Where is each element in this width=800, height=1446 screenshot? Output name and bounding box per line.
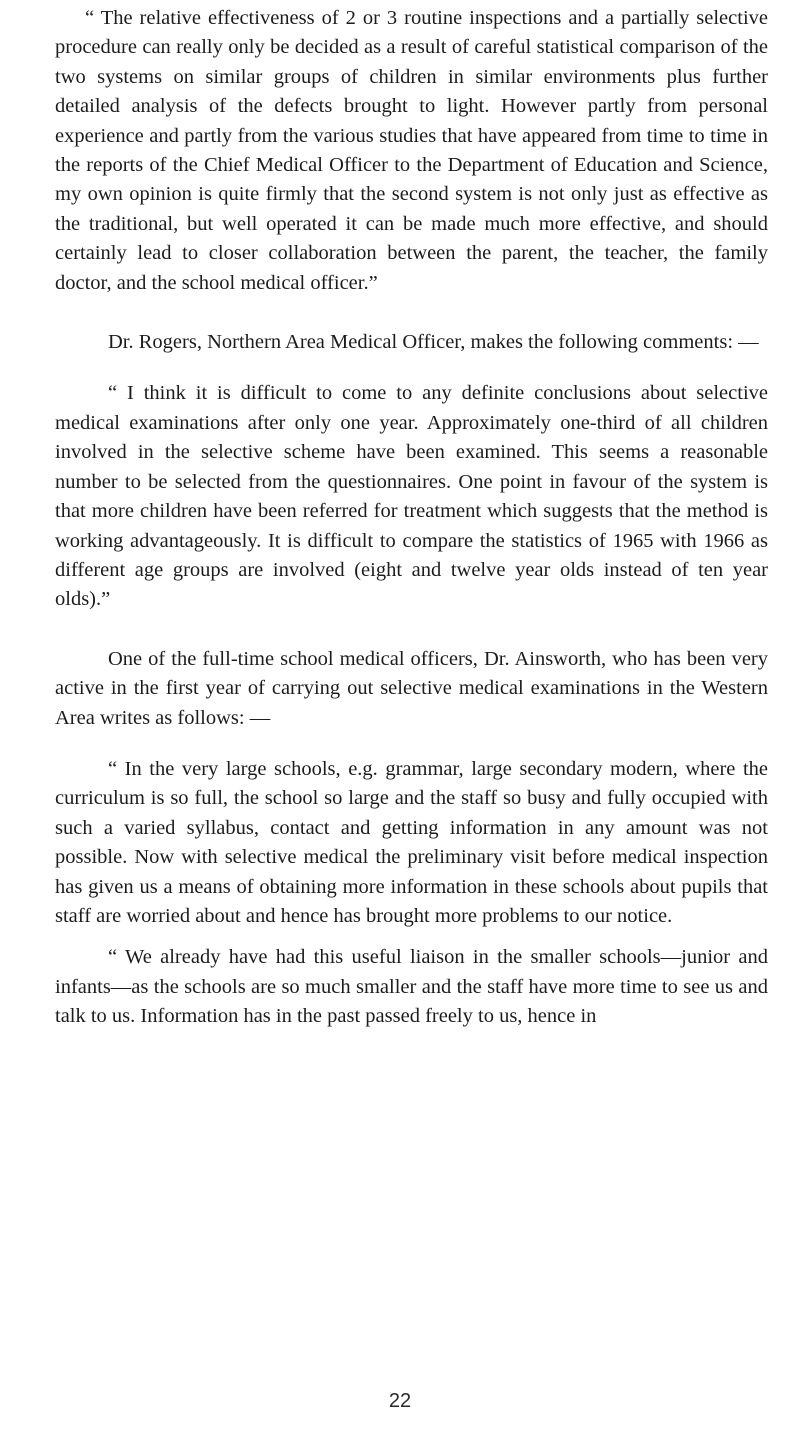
paragraph-smaller-schools-quote: “ We already have had this useful liaison in the smaller schools—junior and infants—as the schools are so much smaller and the staff have more time to see us and talk to us. Information has in the past passed freely to us, hence in [55, 946, 768, 1028]
paragraph-dr-ainsworth-intro: One of the full-time school medical officers, Dr. Ainsworth, who has been very active in the first year of carrying out selective medical examinations in the Western Area writes as follows: — [55, 647, 768, 729]
paragraph-large-schools-quote: “ In the very large schools, e.g. grammar, large secondary modern, where the curriculum is so full, the school so large and the staff so busy and fully occupied with such a varied syllabus, contact and getting information in any amount was not possible. Now with selective medical the preliminary visit before medical inspection has given us a means of obtaining more information in these schools about pupils that staff are worried about and hence has brought more problems to our notice. [55, 757, 768, 927]
paragraph-dr-rogers-intro: Dr. Rogers, Northern Area Medical Officer, makes the following comments: — [108, 331, 759, 354]
page-number: 22 [388, 1390, 412, 1412]
document-page [55, 4, 768, 1032]
paragraph-inspections-opinion: “ The relative effectiveness of 2 or 3 routine inspections and a partially selective procedure can really only be decided as a result of careful statistical comparison of the two systems on similar groups of children in similar environments plus further detailed analysis of the defects brought to light. However partly from personal experience and partly from the various studies that have appeared from time to time in the reports of the Chief Medical Officer to the Department of Education and Science, my own opinion is quite firmly that the second system is not only just as effective as the traditional, but well operated it can be made much more effective, and should certainly lead to closer collaboration between the parent, the teacher, the family doctor, and the school medical officer.” [55, 7, 768, 294]
paragraph-dr-rogers-quote: “ I think it is difficult to come to any definite conclusions about selective medical examinations after only one year. Approximately one-third of all children involved in the selective scheme have been examined. This seems a reasonable number to be selected from the questionnaires. One point in favour of the system is that more children have been referred for treatment which suggests that the method is working advantageously. It is difficult to compare the statistics of 1965 with 1966 as different age groups are involved (eight and twelve year olds instead of ten year olds).” [55, 382, 768, 611]
